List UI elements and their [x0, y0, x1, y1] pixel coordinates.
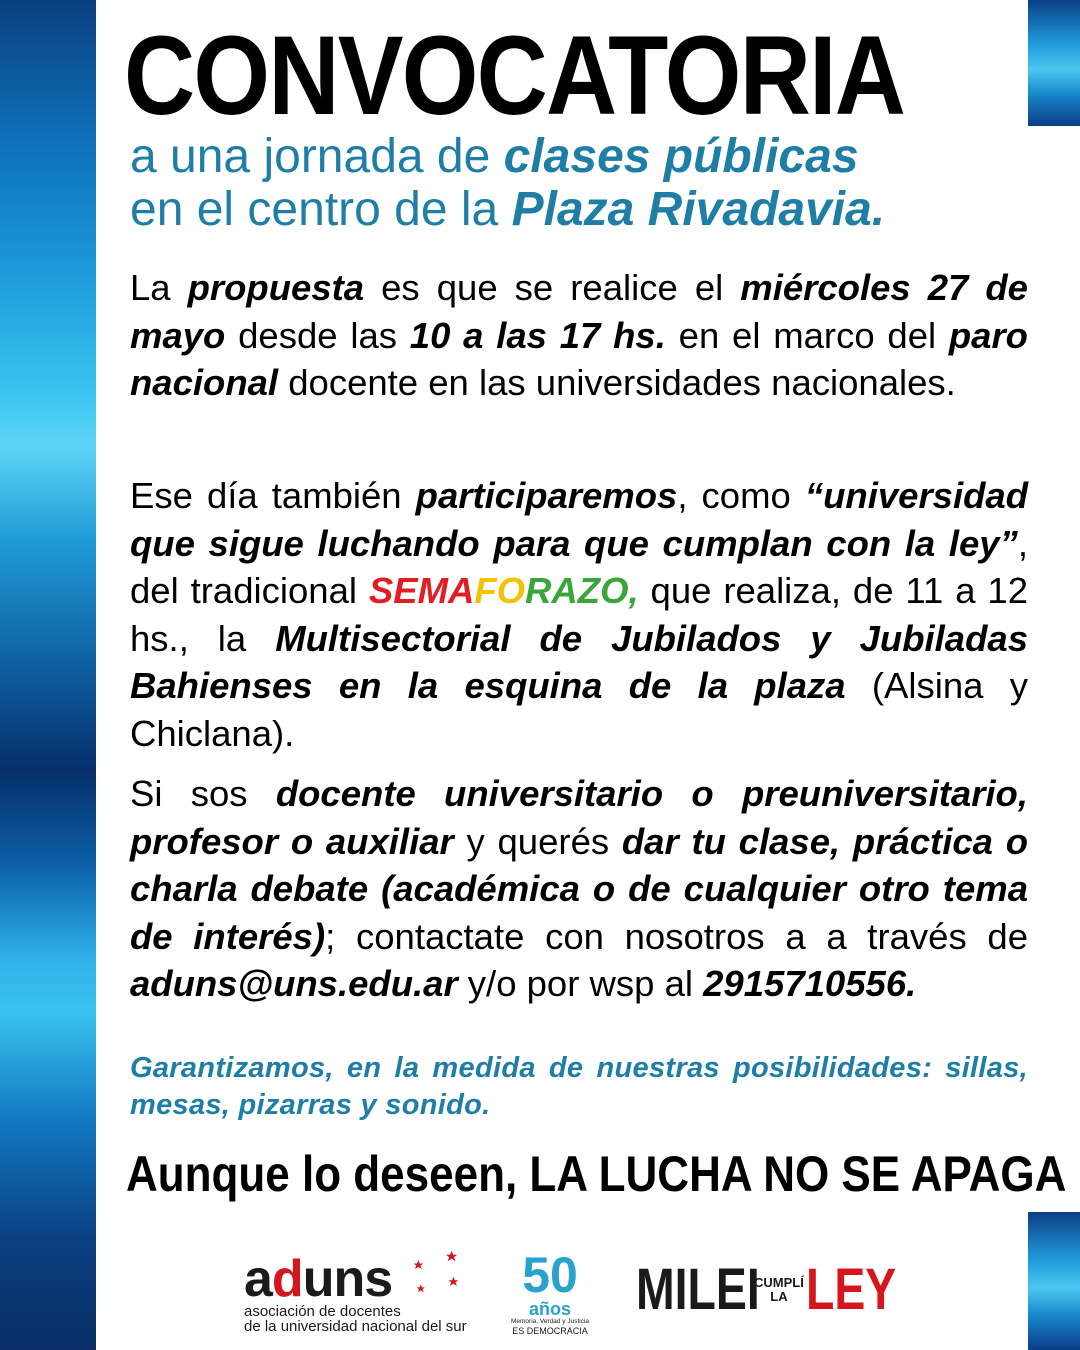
slogan: Aunque lo deseen, LA LUCHA NO SE APAGA: [126, 1146, 1067, 1202]
subtitle-line-1: [130, 130, 1030, 183]
milei-cumpli-la-ley-logo: [636, 1257, 919, 1322]
aduns-subtitle-2: de la universidad nacional del sur: [244, 1318, 467, 1335]
subtitle-highlight: Plaza Rivadavia.: [511, 183, 886, 236]
right-gradient-strip-top: [1028, 0, 1080, 126]
subtitle-highlight: clases públicas: [503, 130, 859, 183]
guarantee-note: Garantizamos, en la medida de nuestras posibilidades: sillas, mesas, pizarras y sonido.: [130, 1052, 1028, 1121]
fifty-years-democracy-logo: [510, 1247, 590, 1342]
paragraph-contact: Si sos docente universitario o preuniversitario, profesor o auxiliar y querés dar tu clase, práctica o charla debate (académica o de cualquier otro tema de interés); contactate con nosotros a a través de aduns@uns.edu.ar y/o por wsp al 2915710556.: [130, 773, 1028, 1004]
aduns-subtitle-1: asociación de docentes: [244, 1303, 401, 1320]
semaforazo-word: SEMAFORAZO,: [368, 570, 639, 611]
ley-word: LEY: [805, 1257, 897, 1322]
footer-logos: [0, 1240, 1080, 1350]
stars-icon: [410, 1246, 470, 1306]
milei-word: MILEI: [636, 1257, 760, 1322]
subtitle: [130, 130, 1030, 236]
aduns-wordmark: aduns: [244, 1250, 393, 1308]
paragraph-semaforazo: Ese día también participaremos, como “universidad que sigue luchando para que cumplan con la ley”, del tradicional SEMAFORAZO, que realiza, de 11 a 12 hs., la Multisectorial de Jubilados y Jubiladas Bahienses en la esquina de la plaza (Alsina y Chiclana).: [130, 475, 1029, 754]
years-number: 50: [522, 1247, 578, 1303]
years-subtitle: Memoria, Verdad y Justicia: [510, 1318, 590, 1325]
page-title: CONVOCATORIA: [124, 13, 905, 138]
years-word: años: [528, 1299, 571, 1319]
subtitle-text: a una jornada de: [130, 130, 504, 183]
phone-number[interactable]: 2915710556.: [703, 963, 917, 1004]
paragraph-proposal: La propuesta es que se realice el miércoles 27 de mayo desde las 10 a las 17 hs. en el marco del paro nacional docente en las universidades nacionales.: [130, 267, 1028, 403]
cumpli-la: CUMPLÍ LA: [754, 1275, 804, 1304]
email-link[interactable]: aduns@uns.edu.ar: [130, 963, 458, 1004]
years-democracy: ES DEMOCRACIA: [512, 1325, 588, 1336]
subtitle-line-2: [130, 183, 1030, 236]
subtitle-text: en el centro de la: [130, 183, 512, 236]
left-gradient-bar: [0, 0, 96, 1350]
